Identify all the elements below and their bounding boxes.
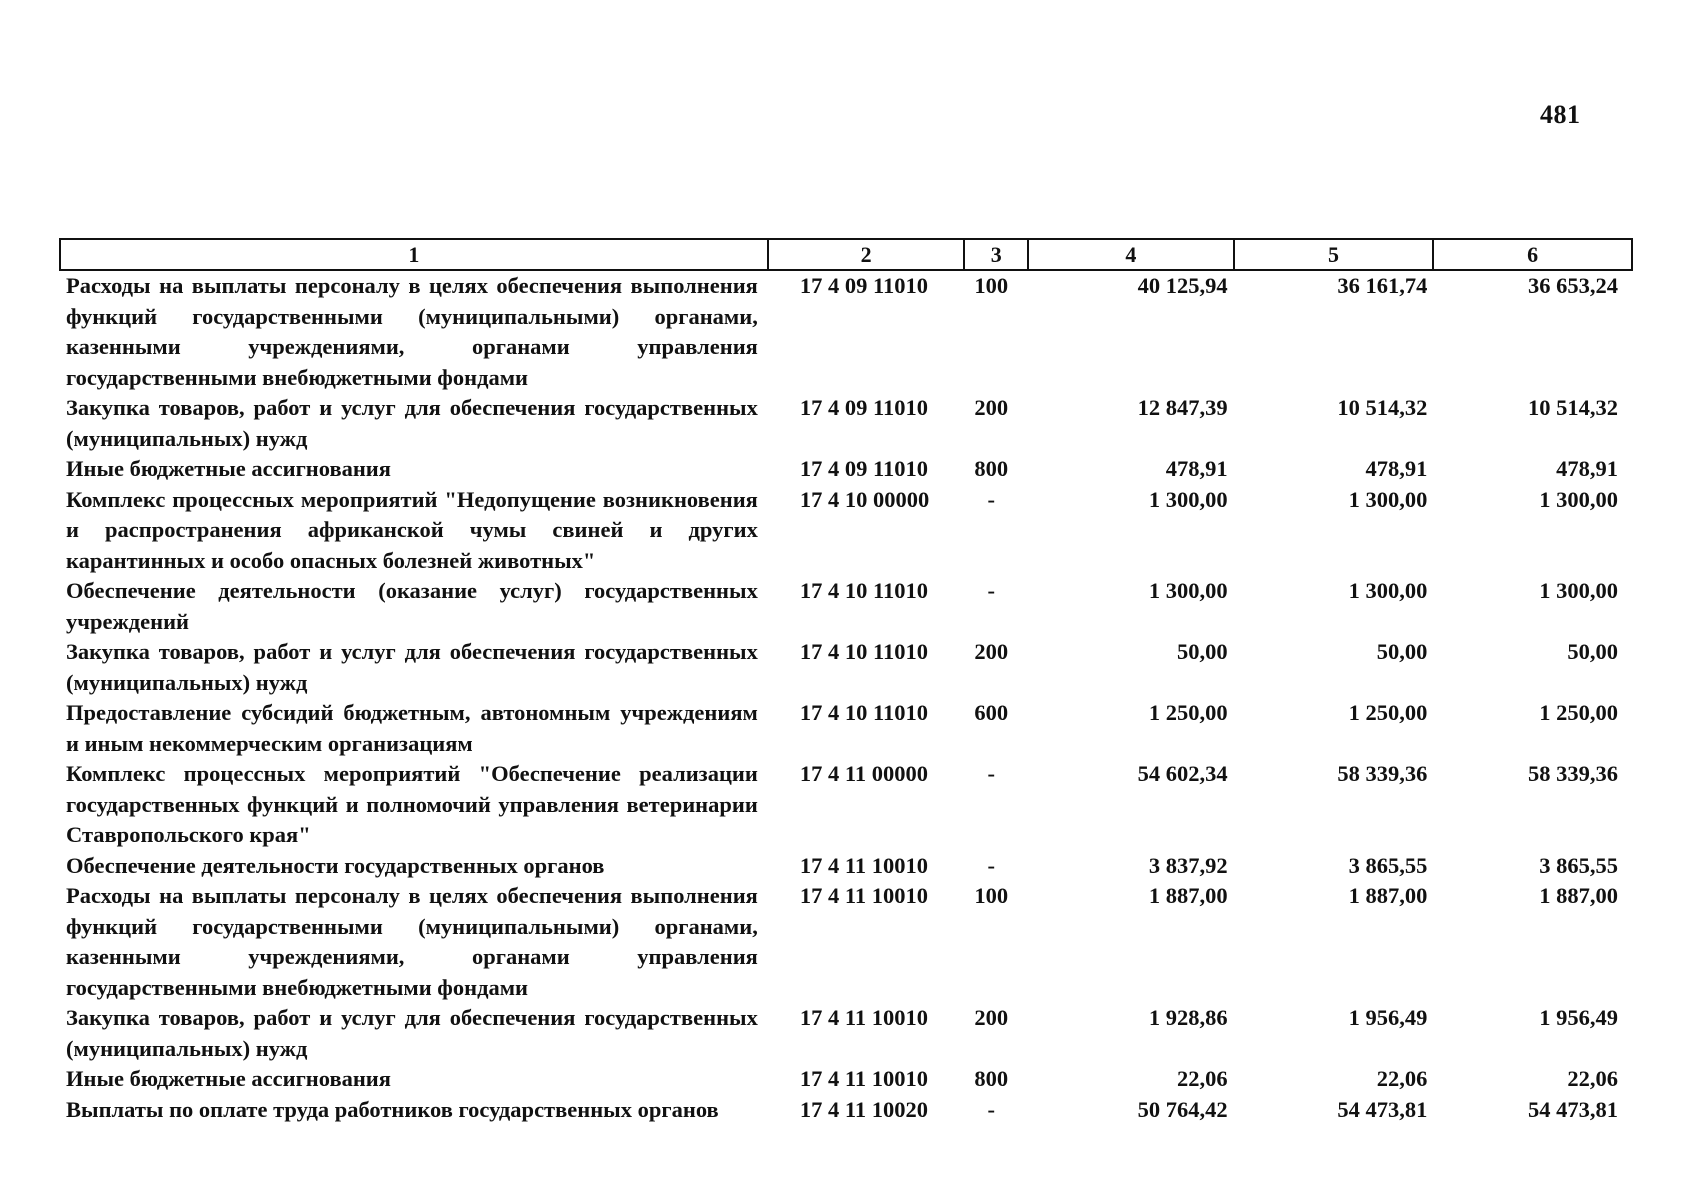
row-amount-col6: 3 865,55 xyxy=(1539,852,1618,878)
table-row xyxy=(60,1003,1632,1064)
row-amount-col5: 58 339,36 xyxy=(1337,761,1428,786)
row-expense-type: 600 xyxy=(974,700,1009,725)
table-row xyxy=(60,454,1632,485)
row-expense-type: 800 xyxy=(974,1066,1009,1091)
row-code: 17 4 10 11010 xyxy=(799,639,928,664)
page-number: 481 xyxy=(1540,100,1581,129)
row-expense-type: - xyxy=(987,486,995,512)
row-code: 17 4 11 10010 xyxy=(799,1066,928,1091)
row-amount-col5: 478,91 xyxy=(1365,456,1428,481)
row-name: Комплекс процессных мероприятий "Обеспечение реализации государственных функций и полномочий управления ветеринарии Ставропольского края" xyxy=(66,761,758,847)
row-name: Предоставление субсидий бюджетным, автономным учреждениям и иным некоммерческим организациям xyxy=(66,700,758,756)
row-amount-col5: 1 956,49 xyxy=(1348,1005,1428,1030)
row-amount-col6: 478,91 xyxy=(1556,456,1618,481)
table-row xyxy=(60,393,1632,454)
row-amount-col4: 1 300,00 xyxy=(1148,578,1228,603)
column-header-4: 4 xyxy=(1028,239,1234,270)
row-amount-col4: 12 847,39 xyxy=(1137,395,1228,420)
row-amount-col5: 22,06 xyxy=(1376,1066,1428,1091)
row-expense-type: - xyxy=(987,852,995,878)
row-amount-col6: 22,06 xyxy=(1567,1066,1618,1091)
row-name: Обеспечение деятельности (оказание услуг) государственных учреждений xyxy=(66,578,758,634)
row-expense-type: 200 xyxy=(974,1005,1009,1030)
row-code: 17 4 10 11010 xyxy=(799,700,928,725)
row-amount-col5: 1 300,00 xyxy=(1348,578,1428,603)
row-name: Обеспечение деятельности государственных органов xyxy=(66,852,605,878)
row-amount-col4: 478,91 xyxy=(1165,456,1228,481)
row-amount-col4: 50,00 xyxy=(1177,639,1228,664)
table-row xyxy=(60,851,1632,882)
row-amount-col5: 1 300,00 xyxy=(1348,486,1428,512)
column-header-6: 6 xyxy=(1433,239,1632,270)
row-amount-col5: 10 514,32 xyxy=(1337,395,1428,420)
row-amount-col4: 1 300,00 xyxy=(1148,486,1228,512)
row-amount-col4: 40 125,94 xyxy=(1137,273,1228,298)
table-body xyxy=(60,270,1632,1125)
row-name: Закупка товаров, работ и услуг для обеспечения государственных (муниципальных) нужд xyxy=(66,639,758,695)
row-amount-col5: 50,00 xyxy=(1376,639,1428,664)
column-header-3: 3 xyxy=(964,239,1028,270)
row-amount-col6: 58 339,36 xyxy=(1528,761,1618,786)
table-row xyxy=(60,485,1632,577)
table-row xyxy=(60,759,1632,851)
row-expense-type: 200 xyxy=(974,639,1009,664)
column-header-5: 5 xyxy=(1234,239,1434,270)
row-amount-col6: 50,00 xyxy=(1567,639,1618,664)
table-row xyxy=(60,881,1632,1003)
row-expense-type: 800 xyxy=(974,456,1009,481)
row-name: Расходы на выплаты персоналу в целях обеспечения выполнения функций государственными (муниципальными) органами, казенными учреждениями, органами управления государственными внебюджетными фондами xyxy=(66,273,758,390)
row-code: 17 4 11 10010 xyxy=(799,883,928,908)
table-row xyxy=(60,698,1632,759)
row-amount-col4: 1 250,00 xyxy=(1148,700,1228,725)
table-row xyxy=(60,270,1632,393)
row-name: Выплаты по оплате труда работников государственных органов xyxy=(66,1096,719,1122)
table-row xyxy=(60,576,1632,637)
table-row xyxy=(60,1064,1632,1095)
row-code: 17 4 11 10020 xyxy=(799,1096,928,1122)
table-header xyxy=(60,239,1632,270)
row-name: Расходы на выплаты персоналу в целях обеспечения выполнения функций государственными (муниципальными) органами, казенными учреждениями, органами управления государственными внебюджетными фондами xyxy=(66,883,758,1000)
budget-table xyxy=(59,238,1633,1125)
row-name: Иные бюджетные ассигнования xyxy=(66,1066,391,1091)
row-amount-col6: 1 300,00 xyxy=(1539,486,1618,512)
row-code: 17 4 11 00000 xyxy=(799,761,928,786)
row-amount-col5: 36 161,74 xyxy=(1337,273,1428,298)
row-code: 17 4 11 10010 xyxy=(799,1005,928,1030)
row-code: 17 4 09 11010 xyxy=(799,456,928,481)
row-name: Комплекс процессных мероприятий "Недопущение возникновения и распространения африканской чумы свиней и других карантинных и особо опасных болезней животных" xyxy=(66,486,758,573)
row-amount-col4: 3 837,92 xyxy=(1148,852,1228,878)
row-name: Закупка товаров, работ и услуг для обеспечения государственных (муниципальных) нужд xyxy=(66,1005,758,1061)
row-amount-col6: 1 956,49 xyxy=(1539,1005,1618,1030)
row-amount-col4: 50 764,42 xyxy=(1137,1096,1228,1122)
row-amount-col6: 1 300,00 xyxy=(1539,578,1618,603)
row-amount-col6: 54 473,81 xyxy=(1528,1096,1618,1122)
row-amount-col6: 10 514,32 xyxy=(1528,395,1618,420)
row-amount-col4: 1 887,00 xyxy=(1148,883,1228,908)
row-amount-col6: 1 887,00 xyxy=(1539,883,1618,908)
column-header-1: 1 xyxy=(60,239,768,270)
column-header-2: 2 xyxy=(768,239,965,270)
header-row xyxy=(60,239,1632,270)
row-expense-type: - xyxy=(987,1096,995,1122)
row-code: 17 4 09 11010 xyxy=(799,273,928,298)
row-amount-col6: 1 250,00 xyxy=(1539,700,1618,725)
row-expense-type: 200 xyxy=(974,395,1009,420)
row-amount-col6: 36 653,24 xyxy=(1528,273,1618,298)
table-row xyxy=(60,1095,1632,1126)
row-expense-type: - xyxy=(987,578,995,603)
row-amount-col5: 54 473,81 xyxy=(1337,1096,1428,1122)
row-name: Закупка товаров, работ и услуг для обеспечения государственных (муниципальных) нужд xyxy=(66,395,758,451)
row-amount-col4: 1 928,86 xyxy=(1148,1005,1228,1030)
row-code: 17 4 10 11010 xyxy=(799,578,928,603)
row-amount-col5: 1 250,00 xyxy=(1348,700,1428,725)
row-code: 17 4 10 00000 xyxy=(799,486,930,512)
row-name: Иные бюджетные ассигнования xyxy=(66,456,391,481)
row-expense-type: - xyxy=(987,761,995,786)
row-expense-type: 100 xyxy=(974,883,1009,908)
row-amount-col4: 54 602,34 xyxy=(1137,761,1228,786)
row-expense-type: 100 xyxy=(974,273,1009,298)
table-row xyxy=(60,637,1632,698)
row-amount-col5: 3 865,55 xyxy=(1348,852,1428,878)
row-code: 17 4 11 10010 xyxy=(799,852,928,878)
row-code: 17 4 09 11010 xyxy=(799,395,928,420)
row-amount-col5: 1 887,00 xyxy=(1348,883,1428,908)
row-amount-col4: 22,06 xyxy=(1177,1066,1228,1091)
